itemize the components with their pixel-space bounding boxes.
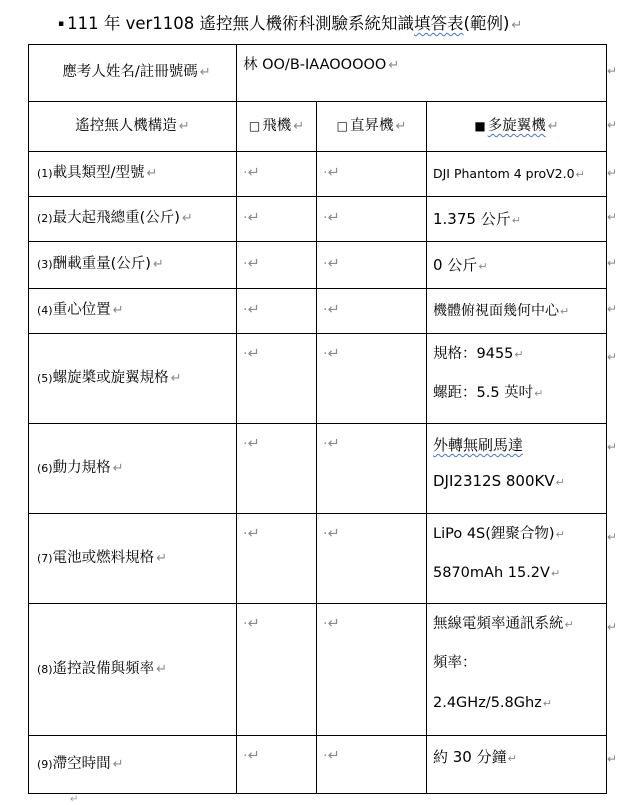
structure-row [29,102,607,152]
value-cell[interactable]: LiPo 4S(鋰聚合物)↵ 5870mAh 15.2V↵ [427,514,607,604]
row-end-mark: ↵ [607,64,618,78]
row-end-mark: ↵ [607,440,618,454]
value-cell[interactable]: 規格：9455↵ 螺距：5.5 英吋↵ [427,334,607,424]
blank-cell[interactable]: ·↵ [237,197,317,242]
title-suffix: (範例) [463,14,510,33]
option-helicopter[interactable]: □ 直昇機 ↵ [317,102,427,152]
row-end-mark: ↵ [607,166,618,180]
value-cell[interactable]: DJI Phantom 4 proV2.0↵ [427,152,607,197]
table-row [29,736,607,794]
title-text: 111 年 ver1108 遙控無人機術科測驗系統知識 [67,14,415,33]
table-row [29,424,607,514]
row-end-mark: ↵ [607,620,618,634]
table-row [29,197,607,242]
document-end-mark: ↵ [70,794,79,805]
table-row [29,514,607,604]
blank-cell[interactable]: ·↵ [317,289,427,334]
blank-cell[interactable]: ·↵ [237,242,317,289]
row-label-cell: (8)遙控設備與頻率 ↵ [29,604,237,736]
blank-cell[interactable]: ·↵ [317,334,427,424]
row-label-cell: (2)最大起飛總重(公斤) ↵ [29,197,237,242]
applicant-label-cell: 應考人姓名/註冊號碼 ↵ [29,45,237,102]
value-cell[interactable]: 外轉無刷馬達 DJI2312S 800KV↵ [427,424,607,514]
checkbox-empty-icon[interactable]: □ [336,118,348,133]
blank-cell[interactable]: ·↵ [317,197,427,242]
table-row [29,604,607,736]
table-row [29,334,607,424]
table-row [29,289,607,334]
blank-cell[interactable]: ·↵ [317,736,427,794]
table-row [29,242,607,289]
row-label-cell: (3)酬載重量(公斤) ↵ [29,242,237,289]
row-label-cell: (6)動力規格 ↵ [29,424,237,514]
value-cell[interactable]: 機體俯視面幾何中心↵ [427,289,607,334]
blank-cell[interactable]: ·↵ [317,242,427,289]
row-end-mark: ↵ [607,118,618,132]
row-end-mark: ↵ [607,350,618,364]
blank-cell[interactable]: ·↵ [237,514,317,604]
title-underlined-text: 填答表 [414,14,464,33]
blank-cell[interactable]: ·↵ [317,604,427,736]
row-end-mark: ↵ [607,210,618,224]
blank-cell[interactable]: ·↵ [237,334,317,424]
row-label-cell: (5)螺旋槳或旋翼規格 ↵ [29,334,237,424]
row-end-mark: ↵ [607,752,618,766]
checkbox-empty-icon[interactable]: □ [248,118,261,133]
value-cell[interactable]: 0 公斤↵ [427,242,607,289]
structure-label: 遙控無人機構造 [75,117,177,134]
table-row [29,152,607,197]
value-cell[interactable]: 1.375 公斤↵ [427,197,607,242]
document-title [58,10,618,34]
applicant-value-cell[interactable]: 林 OO/B-IAAOOOOO ↵ [237,45,607,102]
structure-label-cell: 遙控無人機構造 ↵ [29,102,237,152]
blank-cell[interactable]: ·↵ [317,424,427,514]
checkbox-checked-icon[interactable]: ■ [474,118,486,133]
value-cell[interactable]: 約 30 分鐘↵ [427,736,607,794]
row-end-mark: ↵ [607,256,618,270]
blank-cell[interactable]: ·↵ [237,424,317,514]
row-end-mark: ↵ [607,530,618,544]
blank-cell[interactable]: ·↵ [237,736,317,794]
blank-cell[interactable]: ·↵ [317,152,427,197]
applicant-label: 應考人姓名/註冊號碼 [62,64,198,81]
blank-cell[interactable]: ·↵ [237,604,317,736]
row-label-cell: (7)電池或燃料規格 ↵ [29,514,237,604]
knowledge-form-table [28,44,607,794]
blank-cell[interactable]: ·↵ [317,514,427,604]
blank-cell[interactable]: ·↵ [237,289,317,334]
applicant-row [29,45,607,102]
option-airplane[interactable]: □ 飛機 ↵ [237,102,317,152]
value-cell[interactable]: 無線電頻率通訊系統↵ 頻率： 2.4GHz/5.8Ghz↵ [427,604,607,736]
row-label-cell: (9)滯空時間 ↵ [29,736,237,794]
option-multirotor[interactable]: ■ 多旋翼機 ↵ [427,102,607,152]
applicant-value: 林 OO/B-IAAOOOOO [243,57,387,73]
blank-cell[interactable]: ·↵ [237,152,317,197]
row-label-cell: (4)重心位置 ↵ [29,289,237,334]
row-label-cell: (1)載具類型/型號 ↵ [29,152,237,197]
row-end-mark: ↵ [607,302,618,316]
paragraph-mark: ↵ [511,18,523,33]
title-bullet: ▪ [58,19,65,29]
